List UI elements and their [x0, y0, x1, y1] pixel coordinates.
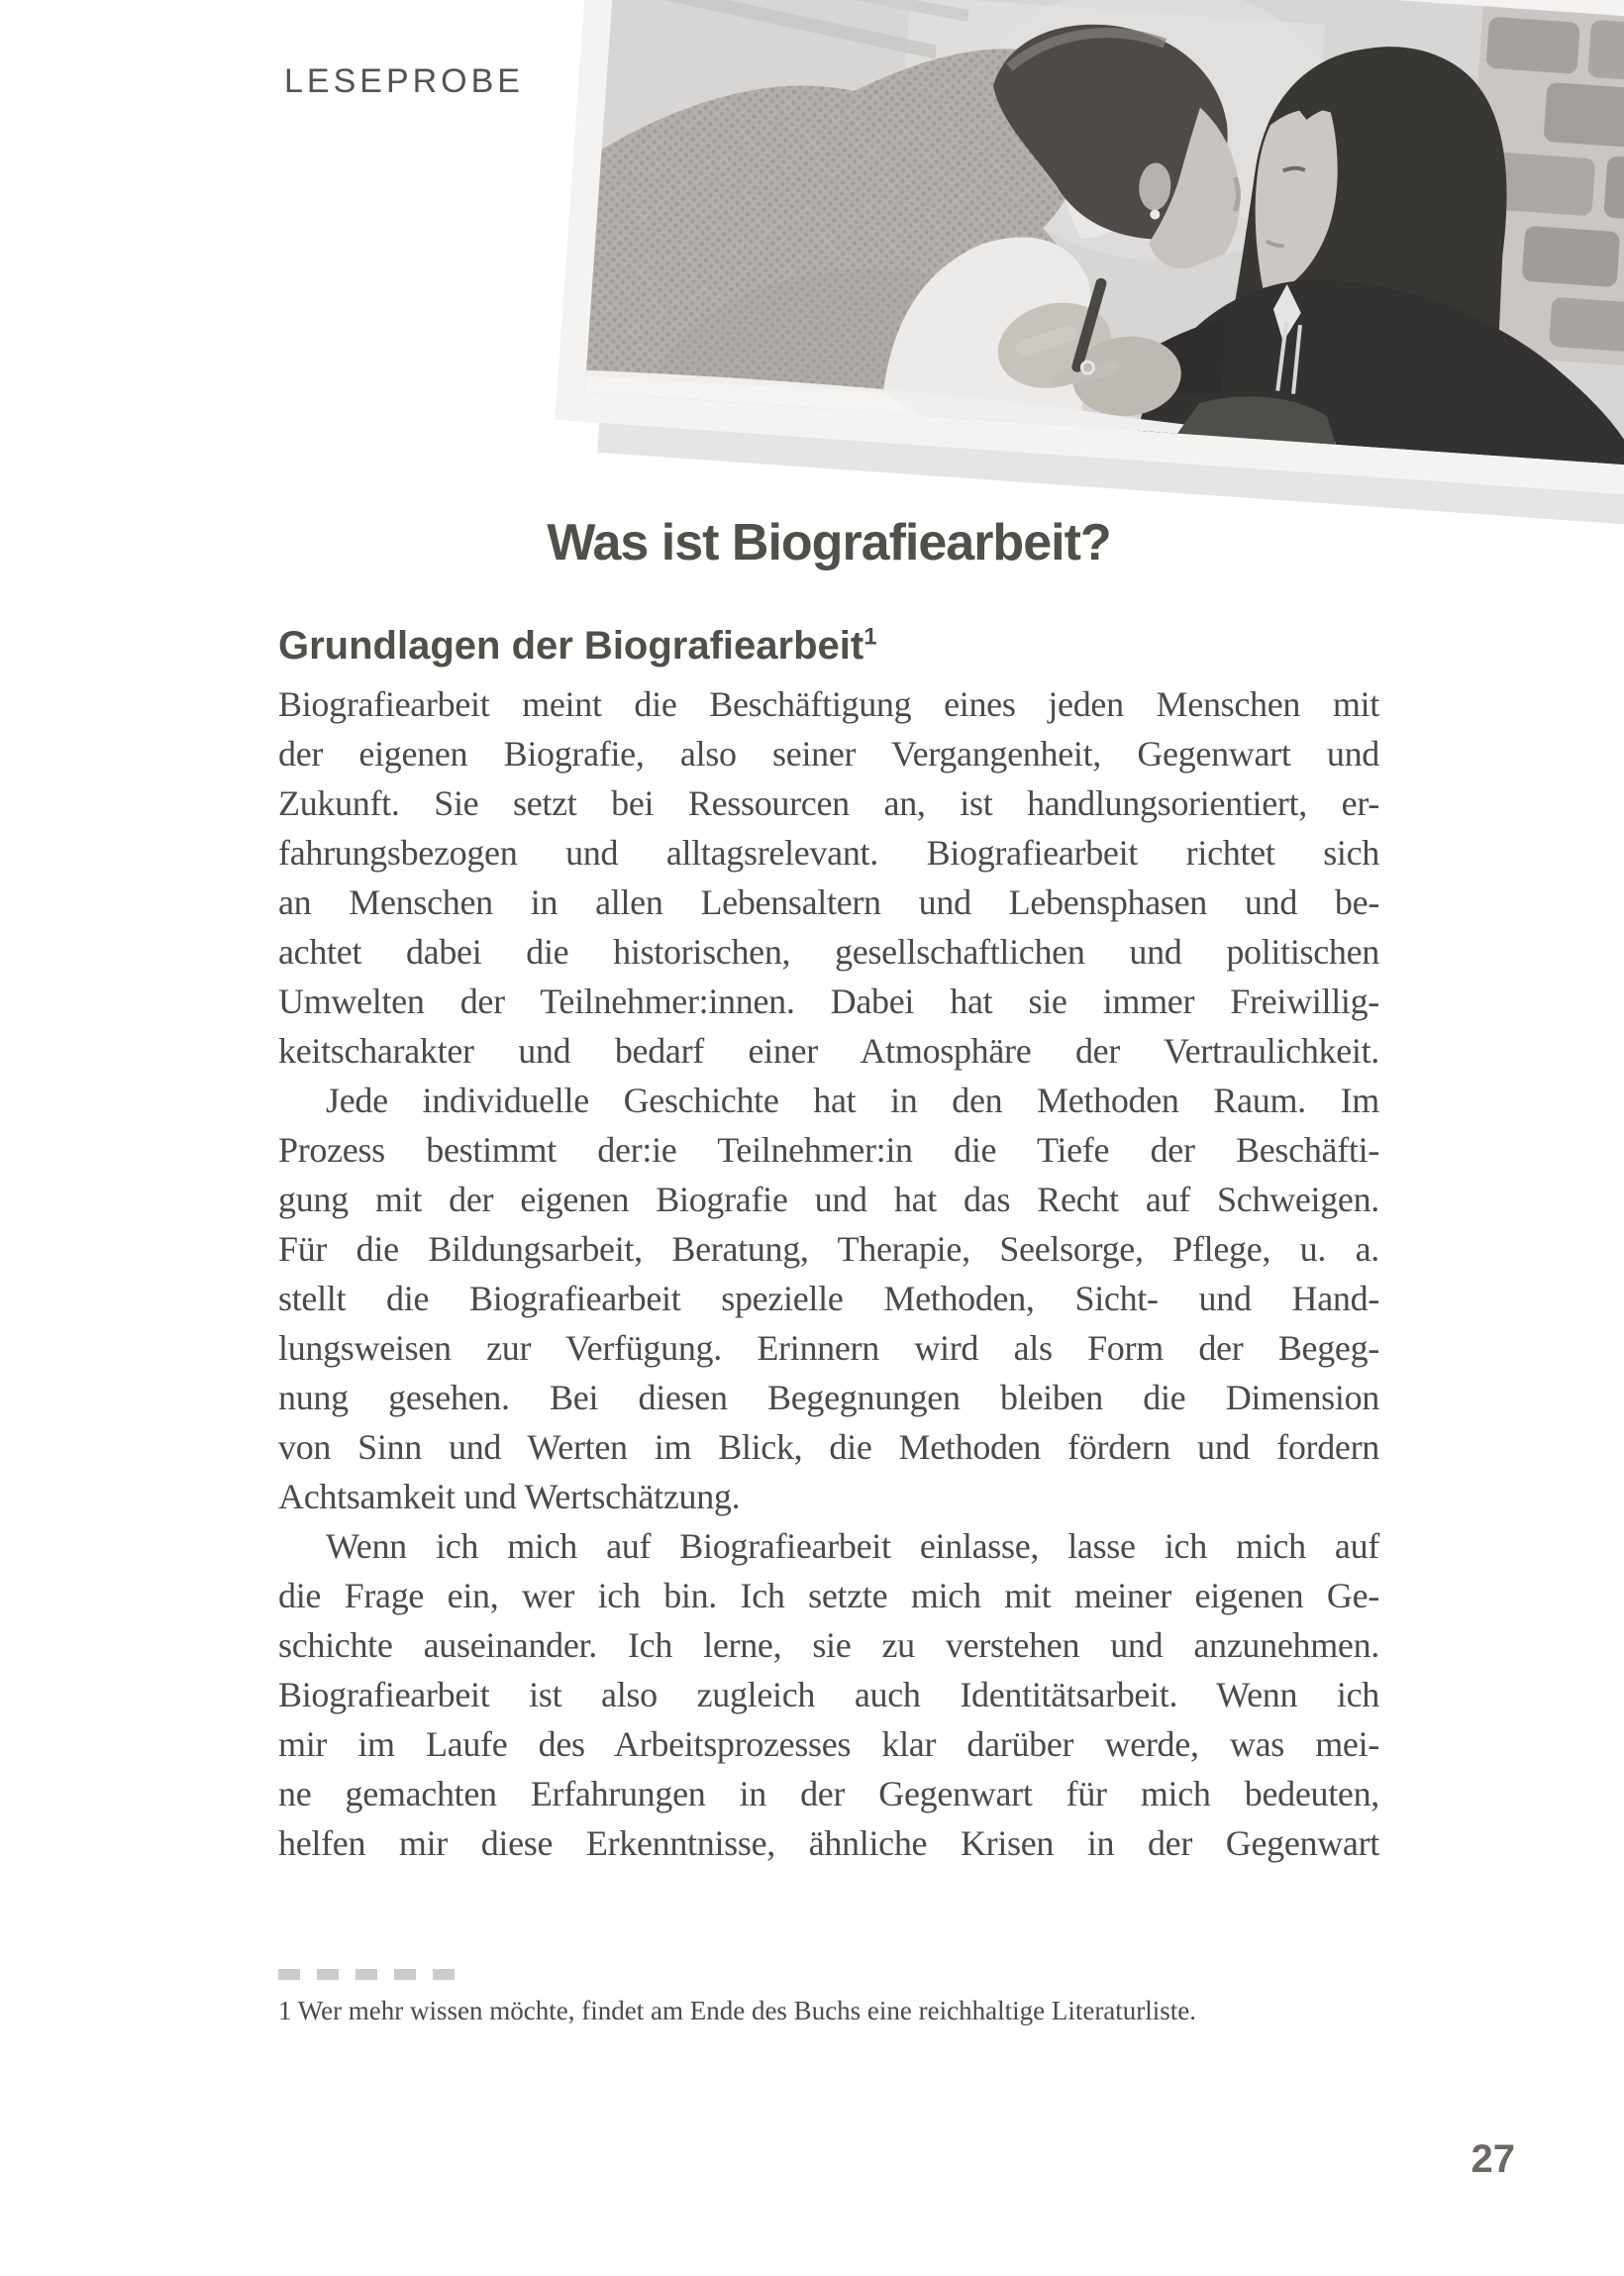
text-line: Biografiearbeit ist also zugleich auch Identitätsarbeit. Wenn ich [278, 1675, 1379, 1714]
text-line: Für die Bildungsarbeit, Beratung, Therapie, Seelsorge, Pflege, u. a. [278, 1229, 1379, 1269]
text-line: lungsweisen zur Verfügung. Erinnern wird als Form der Begeg- [278, 1328, 1379, 1368]
text-line: Wenn ich mich auf Biografiearbeit einlasse, lasse ich mich auf [326, 1526, 1379, 1566]
page-number: 27 [1471, 2137, 1515, 2181]
text-line: ne gemachten Erfahrungen in der Gegenwart für mich bedeuten, [278, 1774, 1379, 1813]
separator-dash [394, 1969, 416, 1980]
page-title: Was ist Biografiearbeit? [547, 514, 1111, 571]
text-line: keitscharakter und bedarf einer Atmosphäre der Vertraulichkeit. [278, 1031, 1379, 1071]
footnote-reference: 1 [863, 623, 877, 651]
section-heading-text: Grundlagen der Biografiearbeit [278, 624, 864, 668]
text-line: stellt die Biografiearbeit spezielle Methoden, Sicht- und Hand- [278, 1279, 1379, 1318]
text-line: gung mit der eigenen Biografie und hat das Recht auf Schweigen. [278, 1180, 1379, 1219]
photo-illustration [584, 0, 1624, 475]
text-line: Prozess bestimmt der:ie Teilnehmer:in die Tiefe der Beschäfti- [278, 1130, 1379, 1170]
body-text [278, 679, 1379, 1868]
text-line: von Sinn und Werten im Blick, die Methoden fördern und fordern [278, 1427, 1379, 1467]
body-paragraph [278, 1076, 1379, 1521]
text-line: achtet dabei die historischen, gesellschaftlichen und politischen [278, 932, 1379, 972]
text-line: an Menschen in allen Lebensaltern und Lebensphasen und be- [278, 882, 1379, 922]
text-line: helfen mir diese Erkenntnisse, ähnliche Krisen in der Gegenwart [278, 1823, 1379, 1863]
text-line: Biografiearbeit meint die Beschäftigung eines jeden Menschen mit [278, 684, 1379, 724]
body-paragraph [278, 679, 1379, 1076]
photo [555, 0, 1624, 507]
text-line: fahrungsbezogen und alltagsrelevant. Biografiearbeit richtet sich [278, 833, 1379, 873]
text-line: mir im Laufe des Arbeitsprozesses klar darüber werde, was mei- [278, 1724, 1379, 1764]
text-line: der eigenen Biografie, also seiner Vergangenheit, Gegenwart und [278, 734, 1379, 774]
text-line: Umwelten der Teilnehmer:innen. Dabei hat sie immer Freiwillig- [278, 982, 1379, 1021]
text-line: Zukunft. Sie setzt bei Ressourcen an, ist handlungsorientiert, er- [278, 783, 1379, 823]
section-heading [278, 624, 1379, 669]
text-line: schichte auseinander. Ich lerne, sie zu verstehen und anzunehmen. [278, 1625, 1379, 1665]
body-paragraph [278, 1521, 1379, 1868]
footnote-separator [278, 1969, 455, 1980]
text-line: nung gesehen. Bei diesen Begegnungen bleiben die Dimension [278, 1378, 1379, 1417]
separator-dash [278, 1969, 300, 1980]
text-line: Jede individuelle Geschichte hat in den Methoden Raum. Im [326, 1081, 1379, 1120]
kicker-label: LESEPROBE [284, 62, 524, 100]
separator-dash [355, 1969, 377, 1980]
text-line: Achtsamkeit und Wertschätzung. [278, 1477, 741, 1516]
separator-dash [433, 1969, 455, 1980]
separator-dash [317, 1969, 339, 1980]
text-line: die Frage ein, wer ich bin. Ich setzte mich mit meiner eigenen Ge- [278, 1576, 1379, 1615]
footnote-text: 1 Wer mehr wissen möchte, findet am Ende des Buchs eine reichhaltige Literaturliste. [278, 1996, 1197, 2025]
